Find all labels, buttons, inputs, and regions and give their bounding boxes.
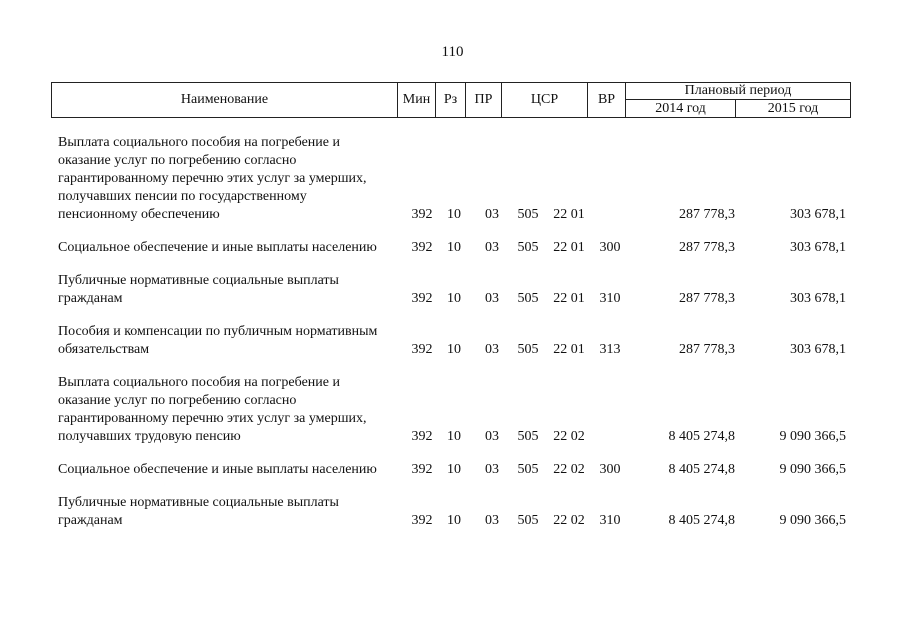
cell-min: 392 bbox=[411, 207, 433, 222]
cell-pr: 03 bbox=[485, 462, 499, 477]
cell-csr-item: 22 01 bbox=[553, 207, 585, 222]
cell-2014: 287 778,3 bbox=[679, 291, 735, 306]
cell-rz: 10 bbox=[447, 342, 461, 357]
row-name: Выплата социального пособия на погребение и оказание услуг по погребению согласно гарантированному перечню этих услуг за умерших, получавших пенсии по государственному пенсионному обеспечению bbox=[58, 135, 367, 222]
page-number: 110 bbox=[441, 44, 464, 60]
cell-min: 392 bbox=[411, 429, 433, 444]
cell-pr: 03 bbox=[485, 291, 499, 306]
cell-2014: 8 405 274,8 bbox=[668, 429, 735, 444]
table-row bbox=[51, 461, 850, 479]
cell-2015: 9 090 366,5 bbox=[779, 429, 846, 444]
cell-vr: 300 bbox=[599, 462, 621, 477]
row-name: Публичные нормативные социальные выплаты гражданам bbox=[58, 495, 339, 528]
cell-2014: 8 405 274,8 bbox=[668, 513, 735, 528]
cell-2015: 9 090 366,5 bbox=[779, 462, 846, 477]
cell-min: 392 bbox=[411, 291, 433, 306]
cell-csr-item: 22 01 bbox=[553, 291, 585, 306]
cell-pr: 03 bbox=[485, 342, 499, 357]
header-csr: ЦСР bbox=[502, 83, 588, 118]
row-name: Публичные нормативные социальные выплаты гражданам bbox=[58, 273, 339, 306]
table-row bbox=[51, 323, 850, 359]
table-body bbox=[51, 134, 850, 545]
cell-csr-item: 22 02 bbox=[553, 429, 585, 444]
cell-vr: 313 bbox=[599, 342, 621, 357]
table-row bbox=[51, 272, 850, 308]
cell-2015: 303 678,1 bbox=[790, 342, 846, 357]
cell-2015: 303 678,1 bbox=[790, 240, 846, 255]
cell-pr: 03 bbox=[485, 207, 499, 222]
row-name: Социальное обеспечение и иные выплаты населению bbox=[58, 240, 377, 255]
cell-csr-item: 22 01 bbox=[553, 342, 585, 357]
cell-csr-program: 505 bbox=[517, 240, 539, 255]
row-name: Выплата социального пособия на погребение и оказание услуг по погребению согласно гарантированному перечню этих услуг за умерших, получавших трудовую пенсию bbox=[58, 375, 367, 444]
cell-2014: 287 778,3 bbox=[679, 240, 735, 255]
table-row bbox=[51, 374, 850, 446]
header-planned-period: Плановый период bbox=[626, 83, 851, 100]
cell-csr-item: 22 01 bbox=[553, 240, 585, 255]
cell-rz: 10 bbox=[447, 462, 461, 477]
cell-min: 392 bbox=[411, 240, 433, 255]
cell-rz: 10 bbox=[447, 429, 461, 444]
table-row bbox=[51, 134, 850, 224]
table-row bbox=[51, 239, 850, 257]
header-pr: ПР bbox=[466, 83, 502, 118]
cell-min: 392 bbox=[411, 462, 433, 477]
header-year-2015: 2015 год bbox=[736, 100, 851, 118]
cell-min: 392 bbox=[411, 513, 433, 528]
header-year-2014: 2014 год bbox=[626, 100, 736, 118]
cell-2014: 8 405 274,8 bbox=[668, 462, 735, 477]
cell-vr: 300 bbox=[599, 240, 621, 255]
cell-2015: 303 678,1 bbox=[790, 291, 846, 306]
cell-csr-program: 505 bbox=[517, 429, 539, 444]
table-row bbox=[51, 494, 850, 530]
cell-csr-program: 505 bbox=[517, 462, 539, 477]
row-name: Социальное обеспечение и иные выплаты населению bbox=[58, 462, 377, 477]
cell-csr-item: 22 02 bbox=[553, 513, 585, 528]
cell-rz: 10 bbox=[447, 513, 461, 528]
header-rz: Рз bbox=[436, 83, 466, 118]
header-name: Наименование bbox=[52, 83, 398, 118]
cell-2015: 303 678,1 bbox=[790, 207, 846, 222]
cell-vr: 310 bbox=[599, 513, 621, 528]
header-min: Мин bbox=[398, 83, 436, 118]
cell-csr-program: 505 bbox=[517, 342, 539, 357]
cell-pr: 03 bbox=[485, 240, 499, 255]
cell-vr: 310 bbox=[599, 291, 621, 306]
cell-2014: 287 778,3 bbox=[679, 207, 735, 222]
cell-pr: 03 bbox=[485, 429, 499, 444]
cell-csr-program: 505 bbox=[517, 291, 539, 306]
header-vr: ВР bbox=[588, 83, 626, 118]
cell-pr: 03 bbox=[485, 513, 499, 528]
cell-rz: 10 bbox=[447, 291, 461, 306]
cell-2014: 287 778,3 bbox=[679, 342, 735, 357]
cell-csr-program: 505 bbox=[517, 513, 539, 528]
cell-min: 392 bbox=[411, 342, 433, 357]
cell-csr-program: 505 bbox=[517, 207, 539, 222]
cell-rz: 10 bbox=[447, 240, 461, 255]
cell-rz: 10 bbox=[447, 207, 461, 222]
cell-csr-item: 22 02 bbox=[553, 462, 585, 477]
row-name: Пособия и компенсации по публичным нормативным обязательствам bbox=[58, 324, 378, 357]
cell-2015: 9 090 366,5 bbox=[779, 513, 846, 528]
table-header bbox=[51, 82, 851, 118]
